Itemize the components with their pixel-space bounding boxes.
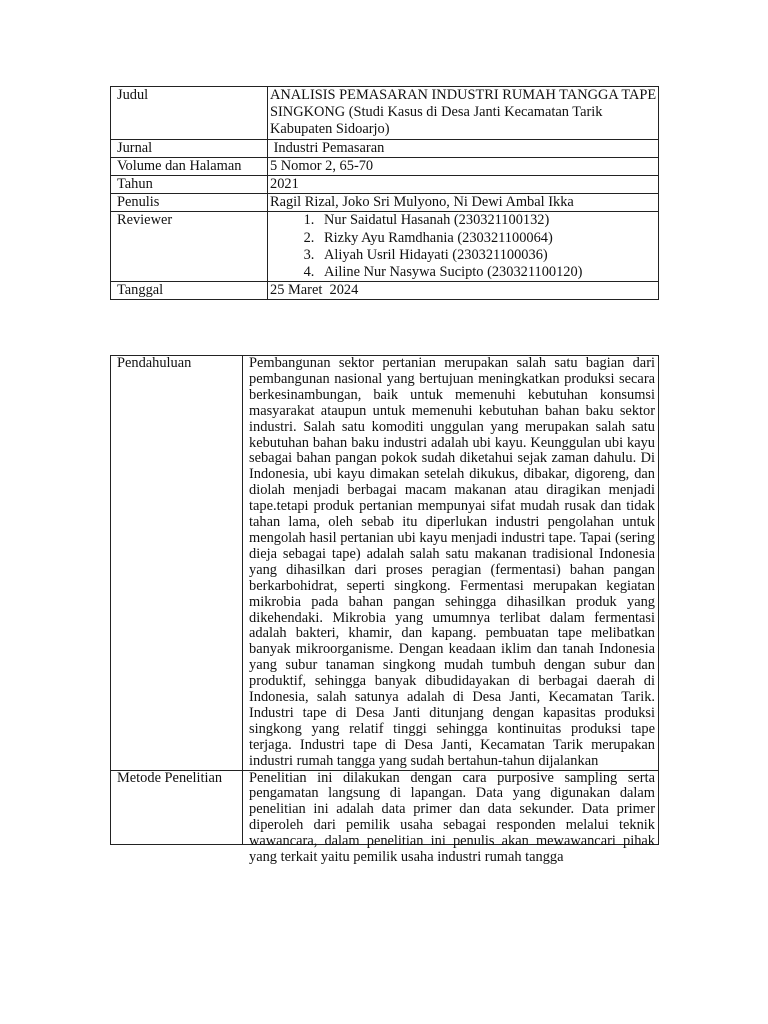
metode-cell (243, 769, 659, 866)
volume-label: Volume dan Halaman (111, 157, 268, 175)
row-penulis (111, 194, 659, 212)
row-tanggal (111, 282, 659, 300)
row-pendahuluan (111, 356, 659, 771)
row-jurnal (111, 139, 659, 157)
jurnal-label: Jurnal (111, 139, 268, 157)
penulis-label: Penulis (111, 194, 268, 212)
reviewer-item: 2. Rizky Ayu Ramdhania (230321100064) (318, 230, 658, 247)
metode-label: Metode Penelitian (111, 770, 243, 844)
row-judul (111, 87, 659, 140)
penulis-value: Ragil Rizal, Joko Sri Mulyono, Ni Dewi Ambal Ikka (268, 194, 659, 212)
row-tahun (111, 176, 659, 194)
tanggal-value: 25 Maret 2024 (268, 282, 659, 300)
journal-info-table (110, 86, 659, 300)
judul-subtitle: (Studi Kasus di Desa Janti Kecamatan Tarik Kabupaten Sidoarjo) (270, 104, 603, 138)
jurnal-value: Industri Pemasaran (268, 139, 659, 157)
tahun-label: Tahun (111, 176, 268, 194)
metode-text: Penelitian ini dilakukan dengan cara purposive sampling serta pengamatan langsung di lapangan. Data yang digunakan dalam penelitian ini adalah data primer dan data sekunder. Data primer diperoleh dari pemilik usaha sebagai responden melalui teknik wawancara, dalam penelitian ini penulis akan mewawancari pihak yang terkait yaitu pemilik usaha industri rumah tangga (249, 769, 655, 866)
judul-title-caps: ANALISIS PEMASARAN INDUSTRI RUMAH TANGGA TAPE SINGKONG (270, 87, 657, 121)
reviewer-value (268, 212, 659, 282)
row-reviewer (111, 212, 659, 282)
volume-value: 5 Nomor 2, 65-70 (268, 157, 659, 175)
row-volume (111, 157, 659, 175)
reviewer-item: 1. Nur Saidatul Hasanah (230321100132) (318, 212, 658, 229)
reviewer-label: Reviewer (111, 212, 268, 282)
review-content-table (110, 355, 659, 866)
tahun-value: 2021 (268, 176, 659, 194)
reviewer-item: 4. Ailine Nur Nasywa Sucipto (230321100120) (318, 264, 658, 281)
judul-label: Judul (111, 87, 268, 140)
tanggal-label: Tanggal (111, 282, 268, 300)
row-metode-penelitian (111, 770, 659, 844)
reviewer-item: 3. Aliyah Usril Hidayati (230321100036) (318, 247, 658, 264)
judul-value (268, 87, 659, 140)
reviewer-list (270, 212, 658, 281)
pendahuluan-text: Pembangunan sektor pertanian merupakan salah satu bagian dari pembangunan nasional yang bertujuan meningkatkan produksi secara berkesinambungan, baik untuk memenuhi kebutuhan konsumsi masyarakat ataupun untuk memenuhi kebutuhan bahan baku sektor industri. Salah satu komoditi unggulan yang merupakan salah satu kebutuhan bahan baku industri adalah ubi kayu. Keunggulan ubi kayu sebagai bahan pangan pokok sudah diketahui sejak zaman dahulu. Di Indonesia, ubi kayu dimakan setelah dikukus, dibakar, digoreng, dan diolah menjadi berbagai macam makanan atau diragikan menjadi tape.tetapi produk pertanian mempunyai sifat mudah rusak dan tidak tahan lama, oleh sebab itu diperlukan industri pengolahan untuk mengolah hasil pertanian ubi kayu menjadi industri tape. Tapai (sering dieja sebagai tape) adalah salah satu makanan tradisional Indonesia yang dihasilkan dari proses peragian (fermentasi) bahan pangan berkarbohidrat, seperti singkong. Fermentasi merupakan kegiatan mikrobia pada bahan pangan sehingga dihasilkan produk yang dikehendaki. Mikrobia yang umumnya terlibat dalam fermentasi adalah bakteri, khamir, dan kapang. pembuatan tape melibatkan banyak mikroorganisme. Dengan keadaan iklim dan tanah Indonesia yang subur tanaman singkong mudah tumbuh dengan subur dan produktif, sehingga banyak dibudidayakan di berbagai daerah di Indonesia, salah satunya adalah di Desa Janti, Kecamatan Tarik. Industri tape di Desa Janti ditunjang dengan kapasitas produksi singkong yang relatif tinggi sehingga kontinuitas produksi tape terjaga. Industri tape di Desa Janti, Kecamatan Tarik merupakan industri rumah tangga yang sudah bertahun-tahun dijalankan (243, 356, 659, 771)
pendahuluan-label: Pendahuluan (111, 356, 243, 771)
